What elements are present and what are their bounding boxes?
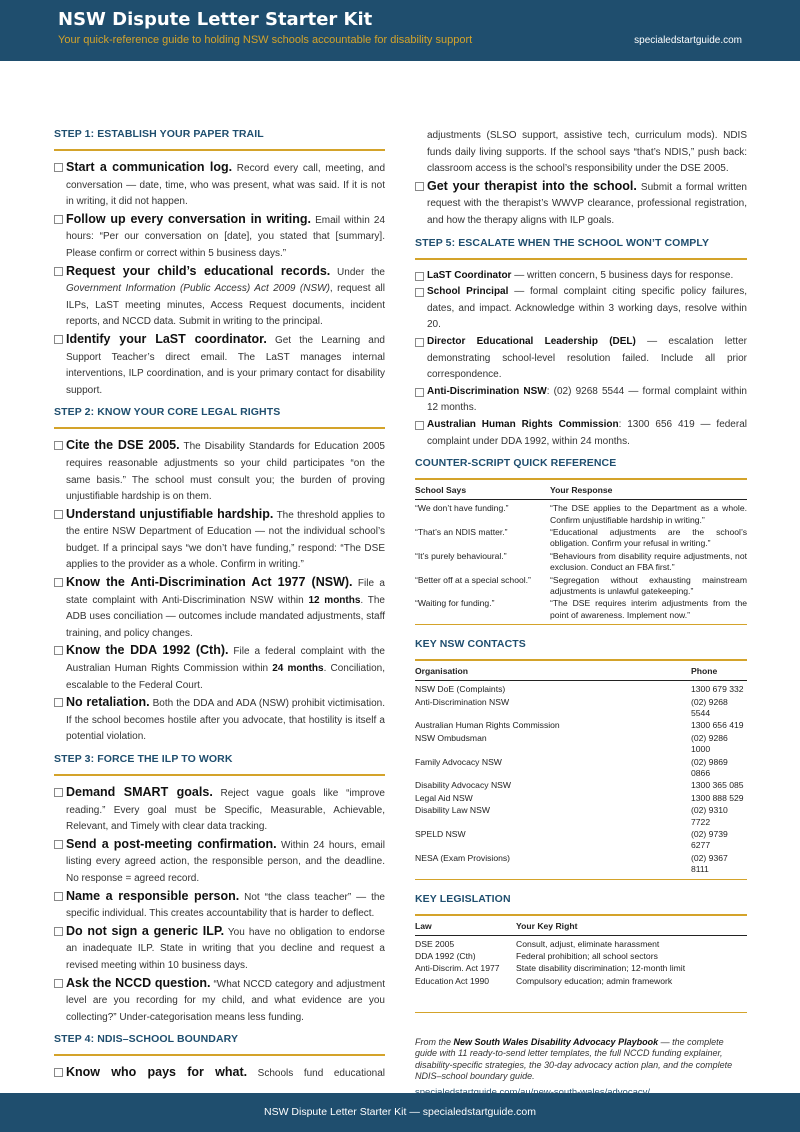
site-url[interactable]: specialedstartguide.com [634,35,742,46]
checklist-item [54,923,385,975]
item-text: : (02) 9268 5544 — formal complaint within 12 months. [427,385,747,414]
your-response: “The DSE applies to the Department as a whole. Confirm unjustifiable hardship in writing.” [550,503,747,525]
checklist-item-continued [415,128,747,178]
item-lead: Do not sign a generic ILP. [66,923,225,938]
item-text: Schools fund educational [247,1068,385,1080]
counter-table [415,480,747,624]
item-text: : 1300 656 419 — federal complaint under DDA 1992, within 24 months. [427,418,747,447]
checklist-item [54,642,385,694]
key-right: Consult, adjust, eliminate harassment [516,938,660,949]
checkbox[interactable] [415,182,424,191]
item-lead: Australian Human Rights Commission [427,418,619,430]
phone[interactable]: 1300 365 085 [691,780,744,791]
playbook-promo [415,1037,747,1083]
checkbox[interactable] [54,441,63,450]
phone[interactable]: (02) 9286 1000 [691,732,728,755]
page-title: NSW Dispute Letter Starter Kit [58,9,373,30]
item-text: Email within 24 hours: “Per our conversation on [date], you stated that [summary]. Please confirm or correct within 5 business days.” [66,214,386,259]
organisation: Legal Aid NSW [415,792,473,803]
school-says: “We don’t have funding.” [415,503,509,514]
checkbox[interactable] [54,578,63,587]
table-row [415,681,747,696]
contacts-table [415,661,747,879]
law: Education Act 1990 [415,975,490,986]
item-text: adjustments (SLSO support, assistive tech, curriculum mods). NDIS funds daily living supports. If the school says “that’s NDIS,” push back: classroom access is the school’s responsibility under the DSE 2005. [427,130,747,175]
item-text: , request all ILPs, LaST meeting minutes, Access Request documents, incident reports, and NCCD data. Submit in writing to the principal. [66,283,385,328]
checklist-item [54,211,385,263]
organisation: Australian Human Rights Commission [415,720,560,731]
organisation: Anti-Discrimination NSW [415,696,510,707]
phone[interactable]: (02) 9310 7722 [691,805,728,827]
item-lead: LaST Coordinator [427,269,512,281]
checkbox[interactable] [415,338,424,347]
item-text: — formal complaint citing specific policy failures, dates, and impact. Acknowledge within 3 working days, resolve within 20. [427,286,747,331]
left-column [54,127,385,1081]
item-lead: Cite the DSE 2005. [66,438,180,453]
item-text: You have no obligation to endorse an inadequate ILP. State in writing that you decline and request a revised meeting within 10 business days. [66,926,385,971]
school-says: “Better off at a special school.” [415,574,531,585]
page-footer: NSW Dispute Letter Starter Kit — specialedstartguide.com [0,1093,800,1132]
item-lead: Name a responsible person. [66,888,240,903]
key-right: State disability discrimination; 12-month limit [516,963,686,974]
checkbox[interactable] [54,927,63,936]
checkbox[interactable] [415,288,424,297]
step1-heading: STEP 1: ESTABLISH YOUR PAPER TRAIL [54,128,264,140]
item-text: The Disability Standards for Education 2005 requires reasonable adjustments so your child participates “on the same basis.” The school must consult you; the burden of proving unjustifiable hardship is on them. [66,441,385,503]
organisation: NSW Ombudsman [415,732,487,743]
table-row [415,852,747,878]
right-column [415,128,747,1098]
school-says: “It’s purely behavioural.” [415,550,507,561]
table-row [415,500,747,527]
table-row [415,975,747,987]
column-header: Law [415,916,516,936]
table-row [415,696,747,720]
section-divider [415,258,747,260]
table-row [415,732,747,756]
checkbox[interactable] [54,163,63,172]
item-text: — escalation letter demonstrating school-level resolution failed. Include all prior correspondence. [427,335,747,381]
item-text: “What NCCD category and adjustment level are you recording for my child, and what evidence are you collecting?” Under-categorisation means less funding. [66,978,385,1023]
table-row [415,951,747,963]
checklist-item [54,437,385,505]
item-text: Within 24 hours, email listing every agreed action, the responsible person, and the deadline. No response = agreed record. [66,839,385,884]
column-header: Phone [691,661,747,681]
organisation: Family Advocacy NSW [415,756,502,767]
your-response: “Educational adjustments are the school’s obligation. Confirm your refusal in writing.” [550,526,747,549]
organisation: Disability Law NSW [415,805,490,816]
checkbox[interactable] [54,698,63,707]
law: DDA 1992 (Cth) [415,951,476,962]
item-lead: Know who pays for what. [66,1065,248,1080]
item-text: Submit a formal written request with the therapist’s WWVP clearance, professional registration, and how the therapy aligns with ILP goals. [427,181,747,226]
school-says: “That’s an NDIS matter.” [415,526,508,537]
column-header: Your Response [550,480,747,500]
legislation-heading: KEY LEGISLATION [415,892,511,905]
checkbox[interactable] [54,510,63,519]
table-row [415,792,747,804]
step3-heading: STEP 3: FORCE THE ILP TO WORK [54,753,233,765]
checklist-item [54,331,385,399]
organisation: SPELD NSW [415,829,466,840]
phone[interactable]: (02) 9869 0866 [691,756,728,778]
organisation: NESA (Exam Provisions) [415,852,511,863]
checkbox[interactable] [54,1068,63,1077]
page-subtitle: Your quick-reference guide to holding NSW schools accountable for disability support [58,34,473,46]
checkbox[interactable] [54,267,63,276]
item-lead: Ask the NCCD question. [66,975,211,990]
checklist-item [415,334,747,384]
counter-heading: COUNTER-SCRIPT QUICK REFERENCE [415,457,617,470]
section-divider [54,774,385,776]
item-lead: Anti-Discrimination NSW [427,385,547,397]
organisation: NSW DoE (Complaints) [415,684,506,695]
table-row [415,574,747,598]
checklist-item [54,263,385,331]
item-text: Under the [330,266,385,278]
item-text: Both the DDA and ADA (NSW) prohibit victimisation. If the school becomes hostile after you advocate, that hostility is itself a potential violation. [66,698,385,743]
section-divider [54,149,385,151]
deadline: 24 months [272,663,324,675]
column-header: Your Key Right [516,916,747,936]
checkbox[interactable] [54,646,63,655]
checklist-item [54,975,385,1027]
checkbox[interactable] [54,335,63,344]
checklist-item [415,284,747,334]
column-header: Organisation [415,661,691,681]
page-header [0,0,800,61]
your-response: “Segregation without exhausting mainstream adjustments is unlawful gatekeeping.” [550,574,747,596]
item-lead: Director Educational Leadership (DEL) [427,335,636,347]
checkbox[interactable] [415,421,424,430]
checkbox[interactable] [54,215,63,224]
table-row [415,756,747,780]
your-response: “Behaviours from disability require adjustments, not exclusion. Conduct an FBA first.” [550,550,747,573]
item-lead: School Principal [427,286,509,298]
checklist-item [54,506,385,574]
checklist-item [415,178,747,230]
table-row [415,720,747,732]
item-text: Get the Learning and Support Teacher’s direct email. The LaST manages internal interventions, ILP coordination, and is your primary contact for disability support. [66,334,385,396]
deadline: 12 months [308,594,361,606]
item-text: The threshold applies to the entire NSW Department of Education — not the individual school’s budget. If a principal says “we don’t have funding,” respond: “The DSE applies to the provider as a whole. Confirm in writing.” [66,509,385,571]
checklist-item [54,888,385,923]
phone[interactable]: 1300 656 419 [691,720,744,731]
table-row [415,780,747,792]
checklist-item [54,694,385,746]
organisation: Disability Advocacy NSW [415,780,511,791]
checklist-item [415,384,747,417]
checklist-item [54,159,385,211]
your-response: “The DSE requires interim adjustments from the point of awareness. Implement now.” [550,598,747,620]
item-text: File a state complaint with Anti-Discrimination NSW within [66,578,385,606]
contacts-heading: KEY NSW CONTACTS [415,638,526,651]
law: Anti-Discrim. Act 1977 [415,963,500,974]
checklist-item [415,268,747,285]
step2-heading: STEP 2: KNOW YOUR CORE LEGAL RIGHTS [54,406,281,419]
step4-heading: STEP 4: NDIS–SCHOOL BOUNDARY [54,1033,239,1046]
item-text: File a federal complaint with the Australian Human Rights Commission within [66,646,385,675]
item-lead: Demand SMART goals. [66,785,213,799]
act-name: Government Information (Public Access) Act 2009 (NSW) [66,283,330,295]
item-text: — written concern, 5 business days for response. [511,269,734,281]
table-row [415,829,747,853]
checkbox[interactable] [415,388,424,397]
checklist-item [54,1064,385,1081]
checkbox[interactable] [54,840,63,849]
item-text: Reject vague goals like “improve reading.” Every goal must be Specific, Measurable, Achievable, Relevant, and Timely with clear data tracking. [66,788,385,833]
law: DSE 2005 [415,938,455,949]
key-right: Federal prohibition; all school sectors [516,951,658,962]
phone[interactable]: 1300 679 332 [691,684,744,695]
playbook-title: New South Wales Disability Advocacy Playbook [453,1036,659,1047]
legislation-table [415,916,747,988]
item-lead: Start a communication log. [66,160,233,174]
phone[interactable]: (02) 9268 5544 [691,696,728,718]
item-lead: Follow up every conversation in writing. [66,211,311,226]
table-row [415,805,747,829]
item-lead: Know the DDA 1992 (Cth). [66,643,229,658]
table-row [415,550,747,574]
item-text: Record every call, meeting, and conversation — date, time, who was present, what was said. If it is not in writing, it did not happen. [66,163,386,208]
phone[interactable]: (02) 9739 6277 [691,829,728,851]
section-divider [54,1054,385,1056]
table-row [415,526,747,550]
key-right: Compulsory education; admin framework [516,975,673,986]
checkbox[interactable] [54,788,63,797]
table-row [415,598,747,624]
item-text: Not “the class teacher” — the specific individual. This creates accountability that is harder to deflect. [66,891,385,920]
item-lead: Know the Anti-Discrimination Act 1977 (NSW). [66,575,353,590]
table-row [415,935,747,950]
item-text: . Conciliation, escalable to the Federal Court. [66,663,385,691]
checklist-item [415,417,747,450]
checklist-item [54,836,385,888]
item-lead: No retaliation. [66,695,150,710]
checklist-item [54,574,385,642]
checkbox[interactable] [415,272,424,281]
promo-prefix: From the [415,1036,454,1047]
item-lead: Get your therapist into the school. [427,178,637,193]
item-lead: Request your child’s educational records. [66,263,331,278]
table-row [415,963,747,975]
item-text: . The ADB uses conciliation — outcomes include mandated adjustments, staff training, and policy changes. [66,594,385,639]
table-bottom-rule [415,1012,747,1013]
checkbox[interactable] [54,892,63,901]
phone[interactable]: (02) 9367 8111 [691,852,728,875]
item-lead: Identify your LaST coordinator. [66,331,267,346]
column-header: School Says [415,480,550,500]
school-says: “Waiting for funding.” [415,598,495,609]
phone[interactable]: 1300 888 529 [691,792,744,803]
promo-text: — the complete guide with 11 ready-to-send letter templates, the full NCCD funding explainer, disability-specific strategies, the 30-day advocacy action plan, and the complete NDIS–school boundary guide. [415,1036,733,1081]
checkbox[interactable] [54,979,63,988]
item-lead: Send a post-meeting confirmation. [66,836,277,851]
step5-heading: STEP 5: ESCALATE WHEN THE SCHOOL WON’T COMPLY [415,236,710,249]
section-divider [54,427,385,429]
item-lead: Understand unjustifiable hardship. [66,506,274,521]
checklist-item [54,784,385,836]
